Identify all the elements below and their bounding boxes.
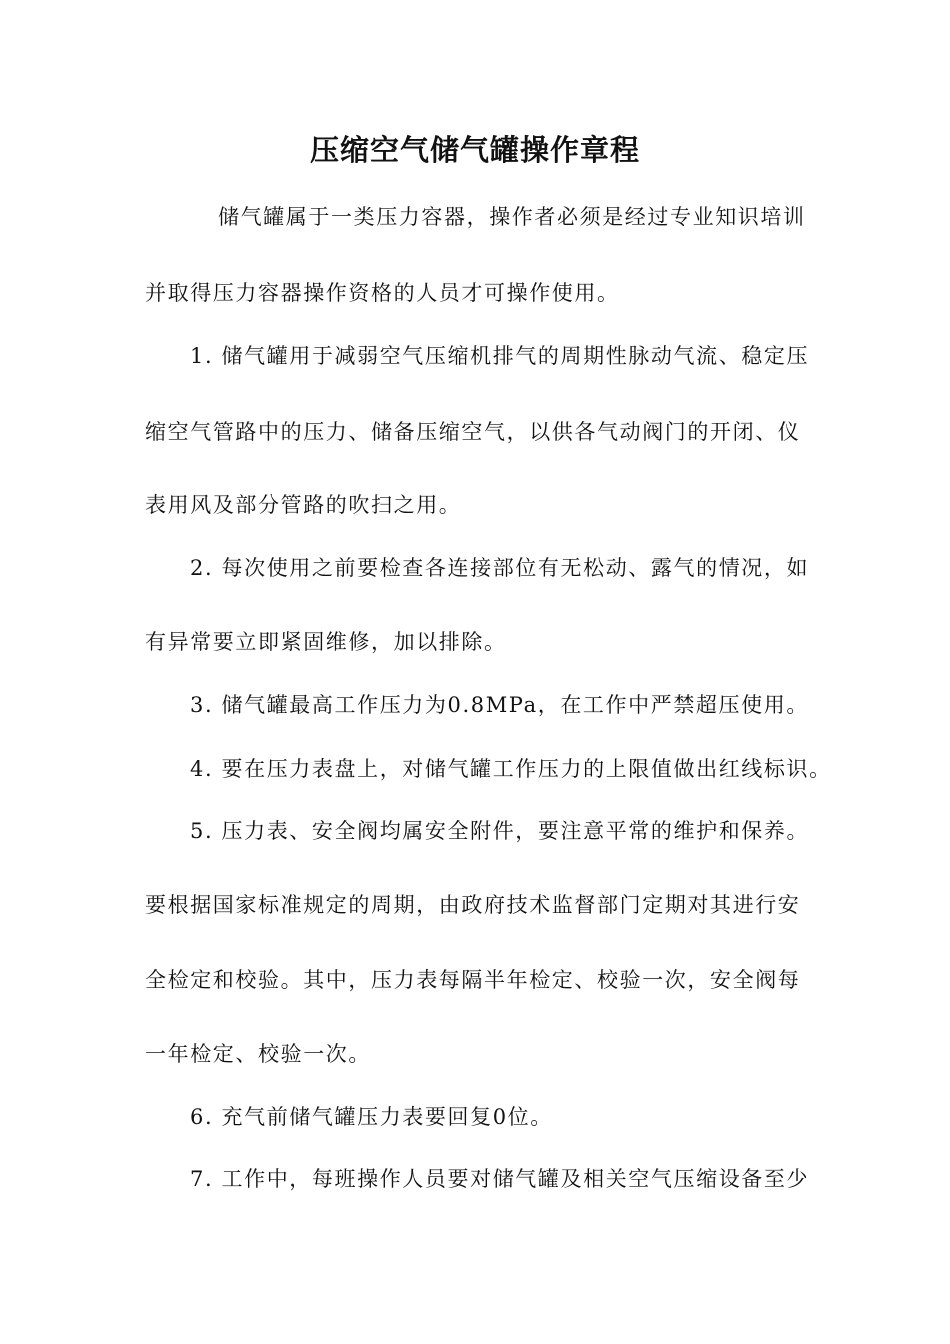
- item-5-line-4: 一年检定、校验一次。: [145, 1042, 371, 1066]
- item-4-line-1: 4. 要在压力表盘上，对储气罐工作压力的上限值做出红线标识。: [190, 757, 832, 781]
- item-1-line-3: 表用风及部分管路的吹扫之用。: [145, 493, 462, 517]
- paragraph-intro-line-1: 储气罐属于一类压力容器，操作者必须是经过专业知识培训: [218, 205, 806, 229]
- item-1-line-1: 1. 储气罐用于减弱空气压缩机排气的周期性脉动气流、稳定压: [190, 344, 810, 368]
- item-1-line-2: 缩空气管路中的压力、储备压缩空气，以供各气动阀门的开闭、仪: [145, 420, 801, 444]
- paragraph-intro-line-2: 并取得压力容器操作资格的人员才可操作使用。: [145, 281, 620, 305]
- item-2-line-2: 有异常要立即紧固维修，加以排除。: [145, 630, 507, 654]
- item-5-line-2: 要根据国家标准规定的周期，由政府技术监督部门定期对其进行安: [145, 893, 801, 917]
- item-6-line-1: 6. 充气前储气罐压力表要回复0位。: [190, 1105, 553, 1129]
- document-title: 压缩空气储气罐操作章程: [309, 133, 640, 167]
- item-7-line-1: 7. 工作中，每班操作人员要对储气罐及相关空气压缩设备至少: [190, 1167, 810, 1191]
- item-2-line-1: 2. 每次使用之前要检查各连接部位有无松动、露气的情况，如: [190, 556, 810, 580]
- item-5-line-1: 5. 压力表、安全阀均属安全附件，要注意平常的维护和保养。: [190, 819, 810, 843]
- item-3-line-1: 3. 储气罐最高工作压力为0.8MPa，在工作中严禁超压使用。: [190, 693, 809, 717]
- item-5-line-3: 全检定和校验。其中，压力表每隔半年检定、校验一次，安全阀每: [145, 968, 801, 992]
